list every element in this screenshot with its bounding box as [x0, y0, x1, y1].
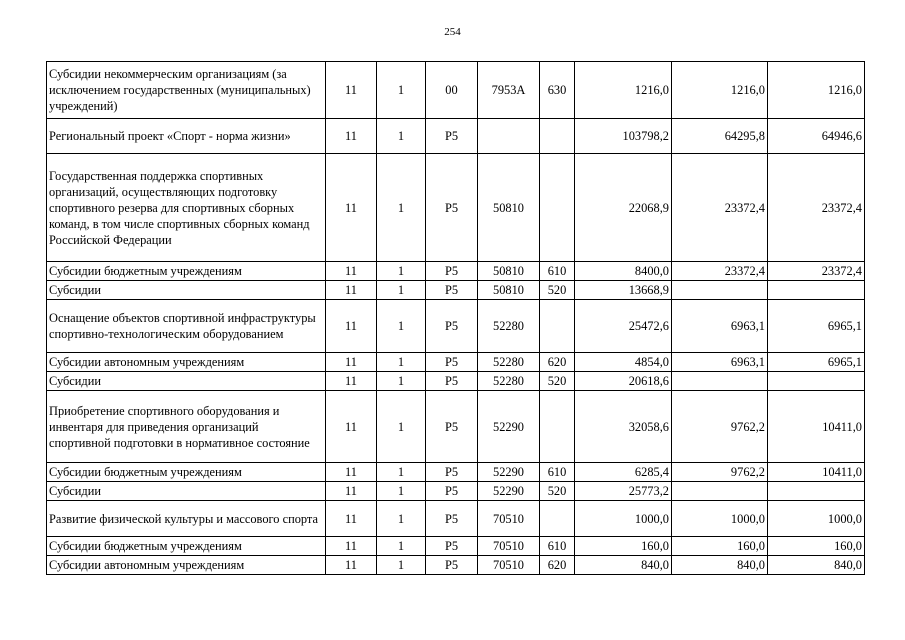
amount-year-3: 6965,1	[768, 300, 865, 353]
target-code: 52280	[478, 300, 540, 353]
amount-year-3	[768, 281, 865, 300]
program-code: Р5	[426, 300, 478, 353]
section-code: 11	[326, 262, 377, 281]
program-code: Р5	[426, 556, 478, 575]
program-code: Р5	[426, 353, 478, 372]
section-code: 11	[326, 62, 377, 119]
amount-year-2: 6963,1	[672, 300, 768, 353]
section-code: 11	[326, 556, 377, 575]
table-row	[47, 62, 865, 119]
target-code: 7953А	[478, 62, 540, 119]
program-code: Р5	[426, 281, 478, 300]
amount-year-2: 6963,1	[672, 353, 768, 372]
budget-item-name: Субсидии бюджетным учреждениям	[47, 262, 326, 281]
table-row	[47, 391, 865, 463]
subsection-code: 1	[377, 391, 426, 463]
section-code: 11	[326, 372, 377, 391]
expense-type-code: 620	[540, 556, 575, 575]
table-row	[47, 463, 865, 482]
amount-year-1: 1216,0	[575, 62, 672, 119]
amount-year-2: 160,0	[672, 537, 768, 556]
amount-year-1: 8400,0	[575, 262, 672, 281]
expense-type-code: 620	[540, 353, 575, 372]
subsection-code: 1	[377, 537, 426, 556]
table-row	[47, 556, 865, 575]
expense-type-code: 520	[540, 281, 575, 300]
amount-year-1: 840,0	[575, 556, 672, 575]
section-code: 11	[326, 154, 377, 262]
table-row	[47, 154, 865, 262]
program-code: Р5	[426, 262, 478, 281]
amount-year-3: 1216,0	[768, 62, 865, 119]
amount-year-3: 1000,0	[768, 501, 865, 537]
section-code: 11	[326, 300, 377, 353]
amount-year-3: 6965,1	[768, 353, 865, 372]
budget-item-name: Субсидии бюджетным учреждениям	[47, 463, 326, 482]
amount-year-1: 4854,0	[575, 353, 672, 372]
program-code: Р5	[426, 463, 478, 482]
program-code: Р5	[426, 501, 478, 537]
table-row	[47, 281, 865, 300]
amount-year-2: 64295,8	[672, 119, 768, 154]
subsection-code: 1	[377, 262, 426, 281]
subsection-code: 1	[377, 62, 426, 119]
budget-item-name: Субсидии	[47, 482, 326, 501]
section-code: 11	[326, 353, 377, 372]
program-code: Р5	[426, 119, 478, 154]
expense-type-code	[540, 119, 575, 154]
subsection-code: 1	[377, 300, 426, 353]
table-row	[47, 353, 865, 372]
amount-year-2: 840,0	[672, 556, 768, 575]
expense-type-code: 630	[540, 62, 575, 119]
amount-year-1: 20618,6	[575, 372, 672, 391]
amount-year-1: 13668,9	[575, 281, 672, 300]
target-code: 52280	[478, 353, 540, 372]
table-row	[47, 372, 865, 391]
section-code: 11	[326, 482, 377, 501]
table-row	[47, 482, 865, 501]
target-code: 52290	[478, 463, 540, 482]
expense-type-code	[540, 391, 575, 463]
amount-year-3	[768, 372, 865, 391]
table-row	[47, 262, 865, 281]
amount-year-3: 840,0	[768, 556, 865, 575]
amount-year-3: 10411,0	[768, 463, 865, 482]
amount-year-2: 9762,2	[672, 391, 768, 463]
page-number: 254	[444, 26, 461, 38]
program-code: Р5	[426, 372, 478, 391]
subsection-code: 1	[377, 463, 426, 482]
expense-type-code: 610	[540, 262, 575, 281]
expense-type-code: 610	[540, 463, 575, 482]
amount-year-1: 103798,2	[575, 119, 672, 154]
section-code: 11	[326, 537, 377, 556]
subsection-code: 1	[377, 119, 426, 154]
amount-year-3: 23372,4	[768, 154, 865, 262]
amount-year-2	[672, 281, 768, 300]
amount-year-2	[672, 372, 768, 391]
budget-item-name: Субсидии	[47, 372, 326, 391]
program-code: Р5	[426, 482, 478, 501]
amount-year-3: 10411,0	[768, 391, 865, 463]
expense-type-code: 520	[540, 372, 575, 391]
budget-item-name: Оснащение объектов спортивной инфраструктуры спортивно-технологическим оборудованием	[47, 300, 326, 353]
budget-item-name: Субсидии некоммерческим организациям (за исключением государственных (муниципальных) учреждений)	[47, 62, 326, 119]
amount-year-2	[672, 482, 768, 501]
section-code: 11	[326, 119, 377, 154]
amount-year-3: 23372,4	[768, 262, 865, 281]
target-code: 52290	[478, 482, 540, 501]
amount-year-1: 6285,4	[575, 463, 672, 482]
budget-item-name: Субсидии бюджетным учреждениям	[47, 537, 326, 556]
amount-year-2: 1000,0	[672, 501, 768, 537]
amount-year-1: 22068,9	[575, 154, 672, 262]
subsection-code: 1	[377, 482, 426, 501]
program-code: Р5	[426, 537, 478, 556]
expense-type-code	[540, 154, 575, 262]
target-code: 52290	[478, 391, 540, 463]
target-code: 70510	[478, 501, 540, 537]
program-code: 00	[426, 62, 478, 119]
amount-year-1: 25773,2	[575, 482, 672, 501]
target-code: 70510	[478, 537, 540, 556]
subsection-code: 1	[377, 556, 426, 575]
section-code: 11	[326, 463, 377, 482]
budget-item-name: Субсидии автономным учреждениям	[47, 556, 326, 575]
subsection-code: 1	[377, 501, 426, 537]
table-row	[47, 300, 865, 353]
target-code: 52280	[478, 372, 540, 391]
section-code: 11	[326, 281, 377, 300]
amount-year-1: 1000,0	[575, 501, 672, 537]
budget-item-name: Государственная поддержка спортивных организаций, осуществляющих подготовку спортивного резерва для спортивных сборных команд, в том числе спортивных сборных команд Российской Федерации	[47, 154, 326, 262]
amount-year-2: 1216,0	[672, 62, 768, 119]
section-code: 11	[326, 501, 377, 537]
budget-item-name: Приобретение спортивного оборудования и инвентаря для приведения организаций спортивной подготовки в нормативное состояние	[47, 391, 326, 463]
amount-year-3	[768, 482, 865, 501]
expense-type-code	[540, 501, 575, 537]
budget-item-name: Субсидии автономным учреждениям	[47, 353, 326, 372]
program-code: Р5	[426, 391, 478, 463]
budget-item-name: Развитие физической культуры и массового спорта	[47, 501, 326, 537]
budget-item-name: Региональный проект «Спорт - норма жизни»	[47, 119, 326, 154]
amount-year-1: 32058,6	[575, 391, 672, 463]
amount-year-1: 25472,6	[575, 300, 672, 353]
amount-year-1: 160,0	[575, 537, 672, 556]
subsection-code: 1	[377, 353, 426, 372]
expense-type-code: 610	[540, 537, 575, 556]
target-code: 50810	[478, 262, 540, 281]
budget-table	[46, 61, 865, 575]
budget-item-name: Субсидии	[47, 281, 326, 300]
expense-type-code: 520	[540, 482, 575, 501]
amount-year-3: 160,0	[768, 537, 865, 556]
program-code: Р5	[426, 154, 478, 262]
amount-year-2: 9762,2	[672, 463, 768, 482]
table-row	[47, 501, 865, 537]
subsection-code: 1	[377, 154, 426, 262]
amount-year-2: 23372,4	[672, 262, 768, 281]
expense-type-code	[540, 300, 575, 353]
table-row	[47, 119, 865, 154]
target-code: 50810	[478, 154, 540, 262]
section-code: 11	[326, 391, 377, 463]
target-code: 50810	[478, 281, 540, 300]
amount-year-2: 23372,4	[672, 154, 768, 262]
subsection-code: 1	[377, 372, 426, 391]
amount-year-3: 64946,6	[768, 119, 865, 154]
target-code	[478, 119, 540, 154]
table-row	[47, 537, 865, 556]
target-code: 70510	[478, 556, 540, 575]
subsection-code: 1	[377, 281, 426, 300]
